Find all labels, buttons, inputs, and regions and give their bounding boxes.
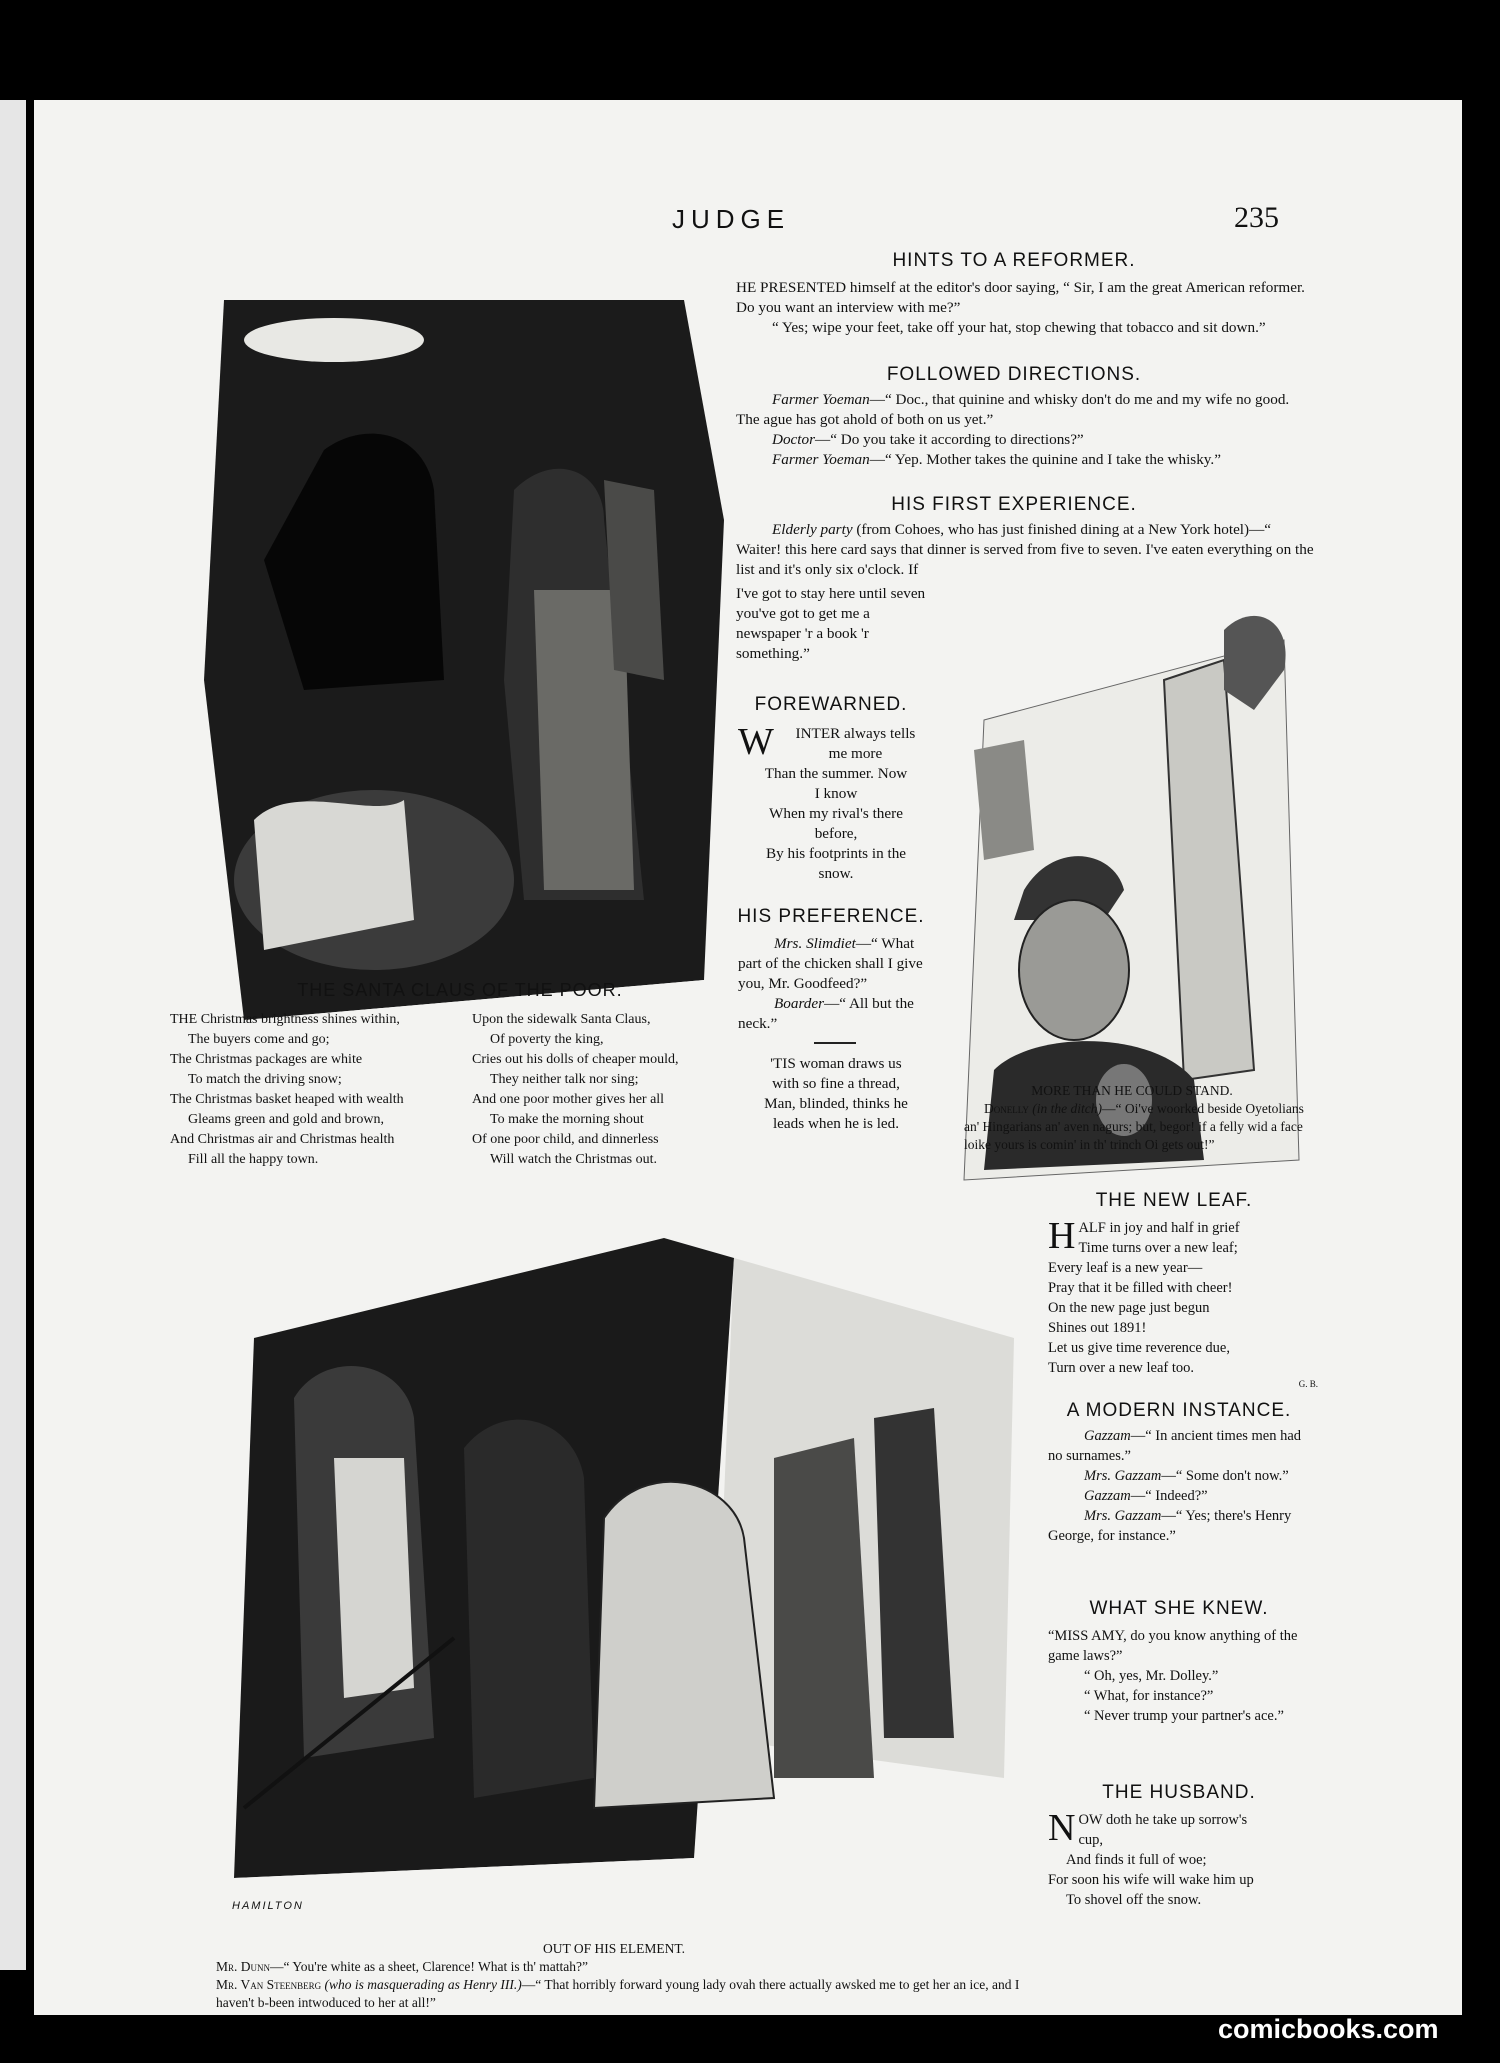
speaker: Mr. Van Steenberg [216,1977,322,1992]
verse-line: OW doth he take up sorrow's [1078,1812,1248,1828]
page-spine [0,100,26,1970]
verse-line: And Christmas air and Christmas health [170,1132,395,1147]
page-number: 235 [1234,201,1279,234]
speaker: Donelly [984,1101,1029,1116]
what-she-knew-text: “MISS AMY, do you know anything of the game laws?” “ Oh, yes, Mr. Dolley.” “ What, for instance?” “ Never trump your partner's ace.” [1048,1628,1298,1724]
drop-cap: H [1048,1215,1076,1257]
followed-title: FOLLOWED DIRECTIONS. [886,364,1142,385]
verse-line: When my rival's there [769,805,903,822]
verse-line: The Christmas packages are white [170,1052,363,1067]
speaker: Farmer Yoeman [772,391,870,408]
verse-line: Cries out his dolls of cheaper mould, [472,1052,679,1067]
verse-line: Every leaf is a new year— [1048,1260,1203,1276]
verse-line: with so fine a thread, [772,1075,900,1092]
santa-title: THE SANTA CLAUS OF THE POOR. [297,980,623,1000]
verse-line: And finds it full of woe; [1066,1852,1207,1868]
hints-title: HINTS TO A REFORMER. [892,250,1136,271]
verse-line: And one poor mother gives her all [472,1092,665,1107]
verse-line: They neither talk nor sing; [490,1072,639,1087]
modern-instance-text: Gazzam—“ In ancient times men had no surnames.” Mrs. Gazzam—“ Some don't now.” Gazzam—“ Indeed?” Mrs. Gazzam—“ Yes; there's Henry George, for instance.” [1048,1428,1302,1544]
verse-line: Than the summer. Now [764,765,908,782]
experience-title: HIS FIRST EXPERIENCE. [891,494,1137,515]
verse-line: The buyers come and go; [188,1032,330,1047]
preference-text: Mrs. Slimdiet—“ What part of the chicken shall I give you, Mr. Goodfeed?” Boarder—“ All but the neck.” [738,935,923,1032]
verse-line: Of one poor child, and dinnerless [472,1132,659,1147]
verse-line: To shovel off the snow. [1066,1892,1202,1908]
verse-line: snow. [818,865,854,882]
verse-line: THE Christmas brightness shines within, [170,1012,400,1027]
speaker: Gazzam [1084,1488,1131,1504]
verse-line: Of poverty the king, [490,1032,604,1047]
verse-line: Upon the sidewalk Santa Claus, [472,1012,651,1027]
verse-line: To match the driving snow; [188,1072,342,1087]
verse-line: Shines out 1891! [1048,1320,1147,1336]
verse-line: ALF in joy and half in grief [1078,1220,1240,1236]
speaker: Gazzam [1084,1428,1131,1444]
santa-poem-column-2 [472,1010,742,1170]
verse-line: INTER always tells [795,725,916,742]
forewarned-poem [738,721,934,884]
verse-line: leads when he is led. [772,1115,900,1132]
speaker: Mrs. Slimdiet [774,935,856,952]
verse-line: To make the morning shout [490,1112,644,1127]
caricature-caption: Donelly (in the ditch)—“ Oi've woorked beside Oyetolians an' Hingarians an' aven nagurs; but, begor! if a felly wid a face loike yours is comin' in th' trinch Oi gets out!” [964,1101,1304,1152]
husband-title: THE HUSBAND. [1102,1782,1256,1803]
verse-line: For soon his wife will wake him up [1048,1872,1254,1888]
woman-verse [738,1054,934,1134]
speaker: Boarder [774,995,825,1012]
verse-line: Fill all the happy town. [188,1152,319,1167]
verse-line: Turn over a new leaf too. [1048,1360,1195,1376]
watermark: comicbooks.com [1218,2014,1439,2044]
dialogue-line: Farmer Yoeman—“ Yep. Mother takes the quinine and I take the whisky.” [772,451,1221,468]
experience-continued: I've got to stay here until seven you've got to get me a newspaper 'r a book 'r something.” [736,585,926,662]
verse-line: Pray that it be filled with cheer! [1048,1280,1233,1296]
new-leaf-poem [1048,1215,1318,1390]
experience-text: Elderly party (from Cohoes, who has just finished dining at a New York hotel)—“ Waiter! this here card says that dinner is served from five to seven. I've eaten everything on the list and it's only six o'clock. If [736,521,1314,578]
speaker: Doctor [772,431,816,448]
magazine-title: JUDGE [672,204,791,234]
drop-cap: N [1048,1807,1076,1849]
forewarned-title: FOREWARNED. [754,694,908,715]
masquerade-caption-title: OUT OF HIS ELEMENT. [543,1941,685,1956]
hints-paragraph: HE PRESENTED himself at the editor's door saying, “ Sir, I am the great American reformer. Do you want an interview with me?” [736,279,1305,316]
dialogue-line: Farmer Yoeman—“ Doc., that quinine and whisky don't do me and my wife no good. The ague has got ahold of both on us yet.” [736,391,1290,428]
modern-instance-title: A MODERN INSTANCE. [1066,1400,1292,1421]
artist-signature: HAMILTON [232,1900,304,1912]
verse-line: me more [828,745,883,762]
santa-claus-illustration [184,260,736,1060]
verse-line: Will watch the Christmas out. [490,1152,658,1167]
dialogue-line: Doctor—“ Do you take it according to directions?” [772,431,1084,448]
masquerade-illustration [214,1218,1024,1918]
hints-text [736,278,1316,338]
poem-signature: G. B. [1298,1379,1318,1389]
preference-title: HIS PREFERENCE. [737,906,925,927]
verse-line: Gleams green and gold and brown, [188,1112,384,1127]
divider [814,1042,856,1044]
verse-line: I know [814,785,858,802]
speaker: Mrs. Gazzam [1084,1468,1162,1484]
santa-poem-column-1 [170,1010,450,1170]
husband-poem [1048,1807,1318,1910]
drop-cap: W [738,721,774,763]
verse-line: cup, [1078,1832,1104,1848]
speaker: Mrs. Gazzam [1084,1508,1162,1524]
what-she-knew-title: WHAT SHE KNEW. [1089,1598,1269,1619]
followed-text [736,390,1316,470]
verse-line: Time turns over a new leaf; [1078,1240,1238,1256]
masquerade-caption: Mr. Dunn—“ You're white as a sheet, Clarence! What is th' mattah?” Mr. Van Steenberg (who is masquerading as Henry III.)—“ That horribly forward young lady ovah there actually awsked me to get her an ice, and I haven't b-been intwoduced to her at all!” [216,1959,1020,2010]
new-leaf-title: THE NEW LEAF. [1095,1190,1253,1211]
magazine-page [34,100,1462,2015]
verse-line: Man, blinded, thinks he [764,1095,908,1112]
verse-line: On the new page just begun [1048,1300,1210,1316]
speaker: Elderly party [772,521,853,538]
speaker: Farmer Yoeman [772,451,870,468]
caricature-caption-title: MORE THAN HE COULD STAND. [1031,1083,1233,1098]
verse-line: Let us give time reverence due, [1048,1340,1230,1356]
verse-line: By his footprints in the [765,845,907,862]
speaker: Mr. Dunn [216,1959,271,1974]
hints-reply: “ Yes; wipe your feet, take off your hat, stop chewing that tobacco and sit down.” [772,319,1266,336]
verse-line: before, [814,825,858,842]
verse-line: The Christmas basket heaped with wealth [170,1092,404,1107]
verse-line: 'TIS woman draws us [770,1055,902,1072]
